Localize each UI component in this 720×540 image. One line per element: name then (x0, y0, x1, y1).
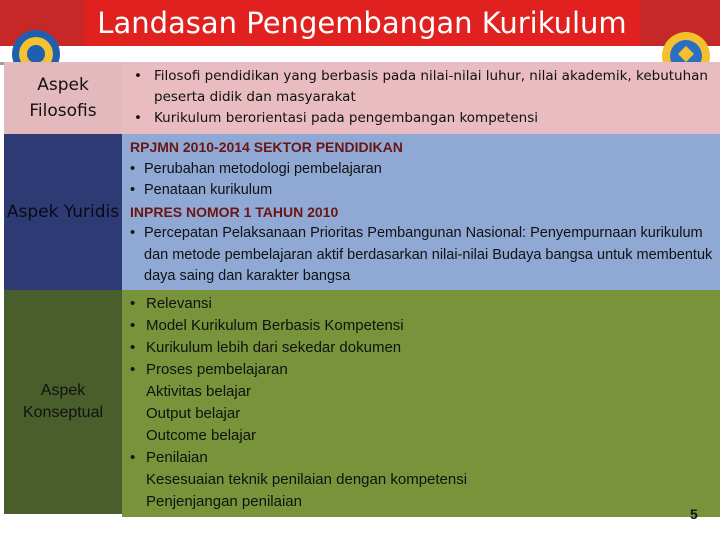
label-aspek-konseptual: Aspek Konseptual (4, 290, 122, 514)
sub-item: Aktivitas belajar (146, 383, 252, 400)
label-aspek-yuridis: Aspek Yuridis (4, 134, 122, 290)
content-konseptual (122, 290, 720, 517)
sub-item: Penjenjangan penilaian (146, 493, 302, 510)
label-aspek-filosofis: Aspek Filosofis (4, 62, 122, 134)
list-item: • Perubahan metodologi pembelajaran (130, 160, 382, 177)
heading-inpres: INPRES NOMOR 1 TAHUN 2010 (130, 203, 339, 220)
sub-item: Kesesuaian teknik penilaian dengan kompetensi (146, 471, 468, 488)
heading-rpjmn: RPJMN 2010-2014 SEKTOR PENDIDIKAN (130, 139, 403, 155)
list-item: • Kurikulum lebih dari sekedar dokumen (130, 339, 402, 356)
sub-item: Outcome belajar (146, 427, 257, 444)
list-item: • Kurikulum berorientasi pada pengembangan kompetensi (134, 110, 539, 126)
list-item: • Filosofi pendidikan yang berbasis pada nilai-nilai luhur, nilai akademik, kebutuhan peserta didik dan masyarakat (134, 68, 708, 105)
list-item: • Penataan kurikulum (130, 182, 273, 198)
content-yuridis (122, 134, 720, 293)
title-box (84, 0, 640, 46)
list-item: • Proses pembelajaran (130, 361, 288, 378)
content-filosofis (122, 62, 720, 138)
sub-item: Output belajar (146, 405, 241, 422)
list-item: • Penilaian (130, 449, 208, 466)
page-title: Landasan Pengembangan Kurikulum (97, 6, 627, 40)
page-number: 5 (690, 506, 698, 522)
list-item: • Relevansi (130, 295, 212, 312)
list-item: • Model Kurikulum Berbasis Kompetensi (130, 317, 404, 334)
list-item: • Percepatan Pelaksanaan Prioritas Pembangunan Nasional: Penyempurnaan kurikulum dan metode pembelajaran aktif berdasarkan nilai-nilai Budaya bangsa untuk membentuk daya saing dan karakter bangsa (130, 225, 713, 284)
